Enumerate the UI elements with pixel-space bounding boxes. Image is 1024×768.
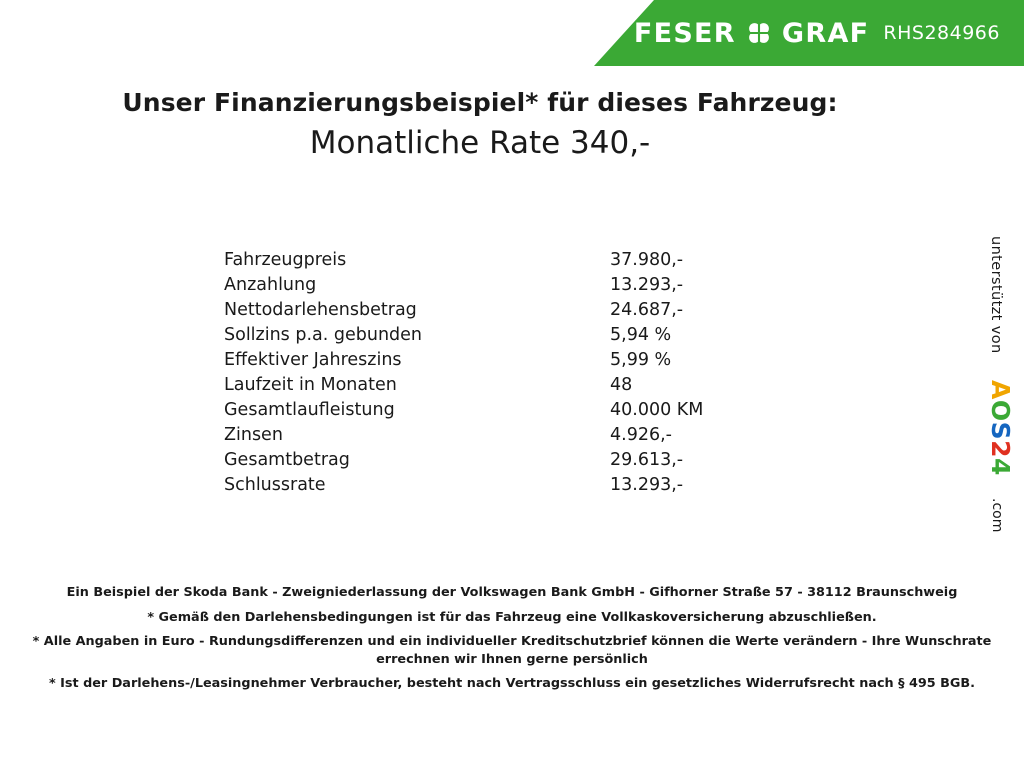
header-banner [0, 0, 1024, 66]
table-row [224, 302, 784, 327]
row-label: Effektiver Jahreszins [224, 350, 402, 370]
footer-line-bank-info: Ein Beispiel der Skoda Bank - Zweigniederlassung der Volkswagen Bank GmbH - Gifhorner Straße 57 - 38112 Braunschweig [66, 585, 958, 600]
row-value: 37.980,- [610, 250, 684, 270]
finance-details-table [224, 252, 784, 502]
row-label: Gesamtbetrag [224, 450, 350, 470]
clover-icon [746, 20, 772, 46]
aos24-logo [986, 380, 1015, 476]
table-row [224, 377, 784, 402]
table-row [224, 327, 784, 352]
headline-primary: Unser Finanzierungsbeispiel* für dieses Fahrzeug: [122, 88, 838, 117]
logo-letter-4: 4 [986, 458, 1015, 476]
row-value: 13.293,- [610, 275, 684, 295]
row-label: Gesamtlaufleistung [224, 400, 395, 420]
row-value: 29.613,- [610, 450, 684, 470]
row-label: Sollzins p.a. gebunden [224, 325, 423, 345]
logo-domain-suffix: .com [989, 498, 1005, 533]
finance-table-body [224, 252, 784, 502]
brand-name-first: FESER [633, 17, 736, 49]
footer-line-currency-note: * Alle Angaben in Euro - Rundungsdifferenzen und ein individueller Kreditschutzbrief können die Werte verändern - Ihre Wunschrate errechnen wir Ihnen gerne persönlich [32, 634, 992, 667]
logo-letter-2: 2 [986, 440, 1015, 459]
table-row [224, 477, 784, 502]
logo-letter-s: S [986, 421, 1015, 441]
row-label: Nettodarlehensbetrag [224, 300, 417, 320]
vehicle-reference-code: RHS284966 [883, 22, 1000, 44]
row-label: Anzahlung [224, 275, 317, 295]
headline-monthly-rate: Monatliche Rate 340,- [309, 125, 651, 161]
table-row [224, 452, 784, 477]
table-row [224, 352, 784, 377]
table-row [224, 402, 784, 427]
table-row [224, 252, 784, 277]
logo-letter-a: A [986, 380, 1015, 400]
row-value: 5,94 % [610, 325, 672, 345]
row-value: 48 [610, 375, 633, 395]
logo-letter-o: O [986, 399, 1015, 422]
page-title [0, 88, 960, 161]
legal-footer [0, 584, 1024, 699]
row-label: Fahrzeugpreis [224, 250, 347, 270]
footer-line-insurance-note: * Gemäß den Darlehensbedingungen ist für das Fahrzeug eine Vollkaskoversicherung abzuschließen. [147, 609, 877, 625]
brand-logo [634, 18, 870, 49]
partner-credit-label: unterstützt von [988, 236, 1004, 354]
row-value: 4.926,- [610, 425, 672, 445]
table-row [224, 427, 784, 452]
table-row [224, 277, 784, 302]
sidebar-partner-credit [984, 236, 1018, 566]
row-value: 5,99 % [610, 350, 672, 370]
banner-content [594, 0, 1024, 66]
row-label: Laufzeit in Monaten [224, 375, 397, 395]
row-label: Schlussrate [224, 475, 326, 495]
brand-name-second: GRAF [781, 17, 870, 49]
row-label: Zinsen [224, 425, 283, 445]
row-value: 13.293,- [610, 475, 684, 495]
row-value: 40.000 KM [610, 400, 704, 420]
row-value: 24.687,- [610, 300, 684, 320]
footer-line-withdrawal-note: * Ist der Darlehens-/Leasingnehmer Verbraucher, besteht nach Vertragsschluss ein gesetzliches Widerrufsrecht nach § 495 BGB. [48, 676, 976, 691]
